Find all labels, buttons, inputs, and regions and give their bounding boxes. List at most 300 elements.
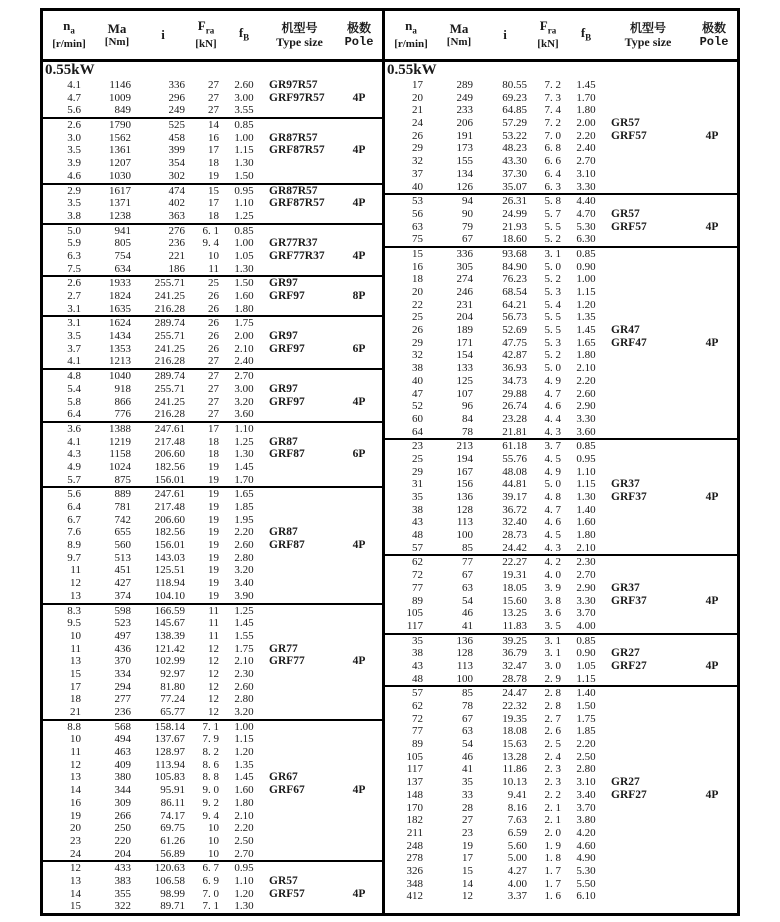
data-row (43, 526, 382, 539)
data-cell-fb: 1.10 (234, 422, 254, 435)
data-cell-na: 5.8 (67, 395, 81, 408)
data-cell-ma: 875 (114, 473, 131, 486)
data-cell-i: 363 (168, 209, 185, 222)
data-cell-fb: 2.60 (234, 680, 254, 693)
data-cell-ma: 125 (456, 374, 473, 387)
data-cell-fb: 2.70 (234, 370, 254, 383)
data-cell-na: 6.4 (67, 408, 81, 421)
data-cell-ma: 1024 (109, 460, 131, 473)
data-cell-na: 38 (412, 647, 423, 660)
data-cell-na: 21 (70, 706, 81, 718)
data-cell-fb: 3.20 (234, 564, 254, 577)
data-cell-fb: 1.05 (576, 659, 596, 672)
data-cell-na: 26 (412, 324, 423, 337)
data-row (43, 197, 382, 210)
data-row (385, 413, 737, 426)
data-cell-na: 4.3 (67, 448, 81, 461)
data-cell-fb: 3.20 (234, 706, 254, 718)
data-cell-fb: 6.10 (576, 890, 596, 903)
data-row (43, 488, 382, 501)
type-size-label-cn: 机型号 (281, 21, 318, 35)
data-cell-fb: 2.70 (234, 847, 254, 860)
data-cell-i: 48.08 (502, 465, 527, 478)
data-cell-ma: 866 (114, 395, 131, 408)
data-cell-ma: 136 (456, 491, 473, 503)
data-cell-i: 15.60 (502, 594, 527, 607)
data-cell-fra: 11 (208, 617, 219, 630)
data-cell-na: 16 (70, 796, 81, 809)
data-cell-fra: 4. 9 (544, 465, 561, 478)
data-cell-na: 8.8 (67, 720, 81, 733)
data-cell-fra: 6. 3 (544, 180, 561, 193)
data-cell-na: 37 (412, 167, 423, 180)
data-cell-fra: 18 (208, 209, 219, 222)
data-cell-i: 182.56 (154, 526, 185, 539)
data-row (43, 210, 382, 223)
pole-value: 4P (705, 491, 719, 504)
data-cell-na: 182 (406, 814, 423, 827)
data-cell-i: 156.01 (154, 473, 185, 486)
data-cell-ma: 128 (456, 647, 473, 660)
data-cell-ma: 85 (462, 687, 473, 700)
type-size-value (605, 582, 647, 607)
data-cell-fb: 1.50 (576, 700, 596, 712)
data-cell-fb: 4.60 (576, 839, 596, 852)
table-header (385, 11, 737, 62)
type-size-grf: GRF57 (611, 129, 647, 142)
data-cell-ma: 134 (456, 167, 473, 180)
type-size-grf: GRF97R57 (269, 91, 325, 104)
column-symbol: $f_B$ (238, 24, 250, 43)
data-row (43, 875, 382, 888)
data-cell-ma: 90 (462, 207, 473, 220)
data-row (385, 725, 737, 738)
data-cell-fra: 15 (208, 184, 219, 197)
type-size-value (605, 208, 647, 233)
rating-group (385, 79, 737, 193)
data-cell-ma: 433 (114, 862, 131, 875)
data-cell-ma: 598 (114, 604, 131, 617)
data-cell-fra: 16 (208, 131, 219, 144)
data-cell-ma: 1219 (109, 435, 131, 448)
data-cell-ma: 941 (114, 224, 131, 237)
data-cell-fra: 3. 1 (544, 647, 561, 660)
data-cell-i: 55.76 (502, 452, 527, 465)
data-cell-fb: 0.95 (234, 184, 254, 197)
data-cell-fra: 19 (208, 564, 219, 577)
data-cell-i: 61.18 (502, 440, 527, 453)
data-cell-na: 21 (412, 104, 423, 117)
data-cell-fb: 3.00 (234, 382, 254, 395)
data-cell-fra: 10 (208, 847, 219, 860)
data-cell-ma: 1388 (109, 422, 131, 435)
type-size-gr: GR97 (269, 277, 298, 290)
data-cell-fb: 2.20 (576, 374, 596, 387)
data-cell-fb: 2.90 (576, 400, 596, 413)
data-cell-ma: 781 (114, 501, 131, 513)
data-cell-i: 296 (168, 91, 185, 104)
data-cell-ma: 220 (114, 834, 131, 847)
data-cell-i: 21.93 (502, 220, 527, 233)
data-cell-ma: 742 (114, 513, 131, 526)
data-cell-fra: 19 (208, 169, 219, 182)
data-cell-na: 56 (412, 207, 423, 220)
pole-label-cn: 极数 (346, 21, 371, 35)
data-cell-i: 206.60 (154, 448, 185, 461)
data-cell-fra: 4. 3 (544, 541, 561, 554)
type-size-gr: GR97 (269, 382, 298, 395)
data-cell-ma: 171 (456, 336, 473, 349)
data-cell-fra: 19 (208, 526, 219, 539)
data-cell-ma: 204 (456, 311, 473, 324)
data-cell-fra: 26 (208, 330, 219, 343)
data-cell-na: 18 (412, 273, 423, 286)
data-cell-fb: 3.00 (234, 91, 254, 104)
data-cell-na: 10 (70, 629, 81, 642)
data-cell-fb: 2.60 (234, 539, 254, 552)
data-cell-na: 14 (70, 784, 81, 797)
data-cell-na: 16 (412, 260, 423, 273)
data-cell-na: 3.1 (67, 302, 81, 315)
data-cell-fra: 7. 0 (202, 887, 219, 900)
data-row (43, 590, 382, 603)
data-cell-fb: 3.40 (234, 577, 254, 590)
column-header-type-size (263, 21, 336, 49)
data-cell-i: 11.83 (502, 619, 527, 632)
data-cell-ma: 1353 (109, 342, 131, 355)
data-cell-fra: 2. 6 (544, 725, 561, 738)
type-size-value (263, 771, 305, 796)
type-size-grf: GRF77 (269, 655, 305, 668)
data-cell-fb: 1.50 (234, 277, 254, 290)
data-cell-i: 81.80 (160, 680, 185, 693)
data-cell-ma: 776 (114, 408, 131, 421)
column-unit: [Nm] (446, 35, 472, 48)
data-cell-na: 29 (412, 465, 423, 478)
data-cell-i: 402 (168, 197, 185, 210)
data-cell-na: 15 (412, 247, 423, 260)
data-cell-i: 166.59 (154, 604, 185, 617)
data-cell-ma: 294 (114, 680, 131, 693)
data-cell-fra: 12 (208, 693, 219, 706)
data-cell-fb: 3.40 (576, 788, 596, 801)
data-cell-ma: 266 (114, 809, 131, 822)
data-cell-fb: 1.30 (234, 448, 254, 461)
data-cell-fb: 1.85 (576, 725, 596, 738)
data-cell-i: 93.68 (502, 247, 527, 260)
data-cell-fra: 1. 7 (544, 877, 561, 890)
data-cell-i: 354 (168, 157, 185, 170)
data-cell-ma: 15 (462, 864, 473, 877)
data-cell-fra: 26 (208, 290, 219, 302)
rating-group (385, 246, 737, 438)
data-cell-i: 47.75 (502, 336, 527, 349)
data-cell-fra: 5. 2 (544, 233, 561, 246)
data-cell-fb: 1.40 (576, 687, 596, 700)
data-row (385, 221, 737, 234)
pole-value: 4P (352, 144, 366, 157)
data-cell-fb: 5.50 (576, 877, 596, 890)
data-row (43, 303, 382, 316)
data-cell-i: 36.93 (502, 362, 527, 375)
data-cell-na: 6.3 (67, 249, 81, 262)
data-cell-na: 32 (412, 349, 423, 362)
data-cell-i: 32.40 (502, 516, 527, 529)
type-size-gr: GR27 (611, 647, 640, 660)
data-row (43, 733, 382, 746)
data-cell-i: 18.05 (502, 581, 527, 594)
pole-value: 4P (352, 539, 366, 552)
data-cell-fra: 1. 8 (544, 852, 561, 865)
data-row (43, 474, 382, 487)
data-cell-i: 11.86 (502, 763, 527, 776)
data-row (43, 250, 382, 263)
data-cell-i: 18.08 (502, 725, 527, 738)
data-row (43, 92, 382, 105)
data-cell-fb: 2.10 (234, 342, 254, 355)
data-cell-na: 62 (412, 700, 423, 712)
data-cell-i: 120.63 (154, 862, 185, 875)
data-cell-na: 12 (70, 862, 81, 875)
data-cell-na: 4.1 (67, 79, 81, 91)
type-size-gr: GR77 (269, 642, 298, 655)
data-cell-fra: 26 (208, 302, 219, 315)
column-symbol: i (161, 27, 165, 42)
data-cell-fb: 1.10 (576, 465, 596, 478)
data-cell-i: 145.67 (154, 617, 185, 630)
data-cell-fb: 3.20 (234, 395, 254, 408)
data-row (385, 375, 737, 388)
data-row (385, 504, 737, 517)
data-cell-na: 8.3 (67, 604, 81, 617)
data-cell-fra: 4. 5 (544, 452, 561, 465)
data-cell-ma: 41 (462, 763, 473, 776)
data-cell-i: 4.27 (507, 864, 527, 877)
data-row (43, 317, 382, 330)
data-cell-i: 77.24 (160, 693, 185, 706)
data-cell-fb: 2.40 (576, 142, 596, 155)
data-row (385, 582, 737, 595)
data-cell-na: 148 (406, 788, 423, 801)
type-size-value (605, 647, 647, 672)
data-row (43, 514, 382, 527)
data-row (385, 349, 737, 362)
data-cell-na: 62 (412, 556, 423, 569)
data-cell-ma: 1624 (109, 317, 131, 330)
data-cell-fb: 1.75 (234, 317, 254, 330)
data-cell-i: 34.73 (502, 374, 527, 387)
data-cell-ma: 156 (456, 478, 473, 491)
data-cell-ma: 1790 (109, 119, 131, 132)
power-section-title: 0.55kW (45, 62, 95, 78)
pole-value: 8P (352, 290, 366, 302)
column-header-i (481, 28, 529, 42)
data-cell-fra: 8. 8 (202, 771, 219, 784)
data-cell-ma: 206 (456, 117, 473, 130)
data-cell-i: 95.91 (160, 784, 185, 797)
data-row (385, 635, 737, 648)
data-cell-fb: 4.20 (576, 826, 596, 839)
data-cell-i: 105.83 (154, 771, 185, 784)
data-row (385, 491, 737, 504)
data-cell-ma: 19 (462, 839, 473, 852)
data-cell-na: 53 (412, 195, 423, 208)
data-cell-i: 56.73 (502, 311, 527, 324)
data-cell-fra: 2. 1 (544, 801, 561, 814)
data-cell-ma: 78 (462, 425, 473, 438)
data-row (43, 225, 382, 238)
column-header-ma (95, 22, 139, 49)
data-cell-fb: 2.90 (576, 581, 596, 594)
data-cell-ma: 191 (456, 129, 473, 142)
type-size-grf: GRF67 (269, 784, 305, 797)
data-cell-i: 36.72 (502, 503, 527, 516)
data-cell-na: 12 (70, 758, 81, 771)
data-cell-ma: 1213 (109, 355, 131, 368)
data-cell-ma: 1617 (109, 184, 131, 197)
data-cell-fb: 1.00 (576, 273, 596, 286)
data-row (43, 888, 382, 901)
data-cell-fra: 2. 0 (544, 826, 561, 839)
data-cell-fb: 2.60 (234, 79, 254, 91)
data-cell-i: 255.71 (154, 382, 185, 395)
data-cell-na: 117 (406, 619, 423, 632)
column-symbol: Ma (449, 20, 469, 36)
data-row (385, 324, 737, 337)
data-cell-fb: 1.85 (234, 501, 254, 513)
data-cell-fb: 2.80 (576, 763, 596, 776)
data-cell-fb: 1.15 (234, 733, 254, 746)
data-cell-ma: 136 (456, 634, 473, 647)
data-row (43, 605, 382, 618)
data-cell-na: 3.5 (67, 197, 81, 210)
data-cell-fb: 1.20 (234, 887, 254, 900)
data-cell-ma: 54 (462, 738, 473, 751)
data-row (385, 233, 737, 246)
data-cell-na: 19 (70, 809, 81, 822)
data-cell-i: 138.39 (154, 629, 185, 642)
data-cell-ma: 1238 (109, 209, 131, 222)
data-cell-na: 52 (412, 400, 423, 413)
data-cell-i: 3.37 (507, 890, 527, 903)
data-cell-i: 217.48 (154, 435, 185, 448)
data-cell-i: 15.63 (502, 738, 527, 751)
data-cell-fb: 1.35 (576, 311, 596, 324)
type-size-label-en: Type size (276, 35, 323, 49)
data-cell-fb: 1.60 (234, 290, 254, 302)
data-cell-fb: 0.85 (576, 440, 596, 453)
data-cell-na: 117 (406, 763, 423, 776)
data-row (43, 797, 382, 810)
data-cell-i: 8.16 (507, 801, 527, 814)
data-cell-fra: 27 (208, 104, 219, 117)
data-row (385, 168, 737, 181)
data-cell-i: 28.73 (502, 529, 527, 542)
data-cell-fra: 7. 1 (202, 900, 219, 913)
data-cell-fra: 6. 4 (544, 167, 561, 180)
data-row (43, 79, 382, 92)
data-cell-fra: 14 (208, 119, 219, 132)
data-cell-i: 89.71 (160, 900, 185, 913)
data-cell-i: 22.32 (502, 700, 527, 712)
data-cell-fb: 2.20 (234, 822, 254, 835)
data-cell-i: 26.31 (502, 195, 527, 208)
data-cell-ma: 41 (462, 619, 473, 632)
data-cell-fra: 5. 0 (544, 260, 561, 273)
data-cell-fb: 3.70 (576, 607, 596, 620)
data-row (385, 478, 737, 491)
data-cell-fb: 4.40 (576, 195, 596, 208)
pole-value: 4P (352, 784, 366, 797)
type-size-value (605, 776, 647, 801)
data-cell-na: 23 (70, 834, 81, 847)
data-row (43, 784, 382, 797)
data-cell-ma: 451 (114, 564, 131, 577)
data-cell-ma: 113 (456, 516, 473, 529)
data-cell-ma: 46 (462, 750, 473, 763)
data-cell-na: 22 (412, 298, 423, 311)
data-row (43, 617, 382, 630)
table-header (43, 11, 382, 62)
data-cell-fra: 19 (208, 577, 219, 590)
data-row (385, 273, 737, 286)
data-cell-na: 23 (412, 440, 423, 453)
pole-label-en: Pole (344, 35, 374, 49)
data-cell-fb: 3.10 (576, 776, 596, 789)
data-row (385, 516, 737, 529)
data-cell-na: 43 (412, 516, 423, 529)
data-cell-i: 186 (168, 262, 185, 275)
rating-group (43, 421, 382, 486)
data-cell-fb: 1.50 (234, 169, 254, 182)
rating-group (43, 79, 382, 117)
data-cell-i: 5.00 (507, 852, 527, 865)
data-cell-na: 211 (406, 826, 423, 839)
data-cell-fb: 1.30 (576, 491, 596, 503)
data-row (43, 330, 382, 343)
data-cell-fra: 9. 2 (202, 796, 219, 809)
data-cell-ma: 1361 (109, 144, 131, 157)
data-cell-fb: 0.85 (576, 634, 596, 647)
data-cell-ma: 889 (114, 488, 131, 501)
pole-value: 6P (352, 448, 366, 461)
data-cell-fra: 2. 3 (544, 763, 561, 776)
data-cell-ma: 173 (456, 142, 473, 155)
type-size-grf: GRF87 (269, 448, 305, 461)
data-cell-i: 26.74 (502, 400, 527, 413)
data-cell-fra: 12 (208, 706, 219, 718)
rating-group (43, 223, 382, 276)
data-row (385, 713, 737, 726)
data-cell-fra: 4. 5 (544, 529, 561, 542)
type-size-gr: GR87 (269, 435, 298, 448)
data-cell-i: 32.47 (502, 659, 527, 672)
data-cell-fb: 4.00 (576, 619, 596, 632)
data-cell-na: 57 (412, 687, 423, 700)
data-row (43, 185, 382, 198)
data-cell-i: 255.71 (154, 277, 185, 290)
data-cell-fb: 2.30 (234, 667, 254, 680)
data-cell-na: 6.4 (67, 501, 81, 513)
data-cell-i: 48.23 (502, 142, 527, 155)
data-cell-ma: 133 (456, 362, 473, 375)
data-cell-ma: 213 (456, 440, 473, 453)
data-cell-na: 72 (412, 569, 423, 582)
data-cell-na: 72 (412, 712, 423, 725)
data-cell-i: 39.25 (502, 634, 527, 647)
data-cell-na: 9.5 (67, 617, 81, 630)
data-row (385, 426, 737, 439)
